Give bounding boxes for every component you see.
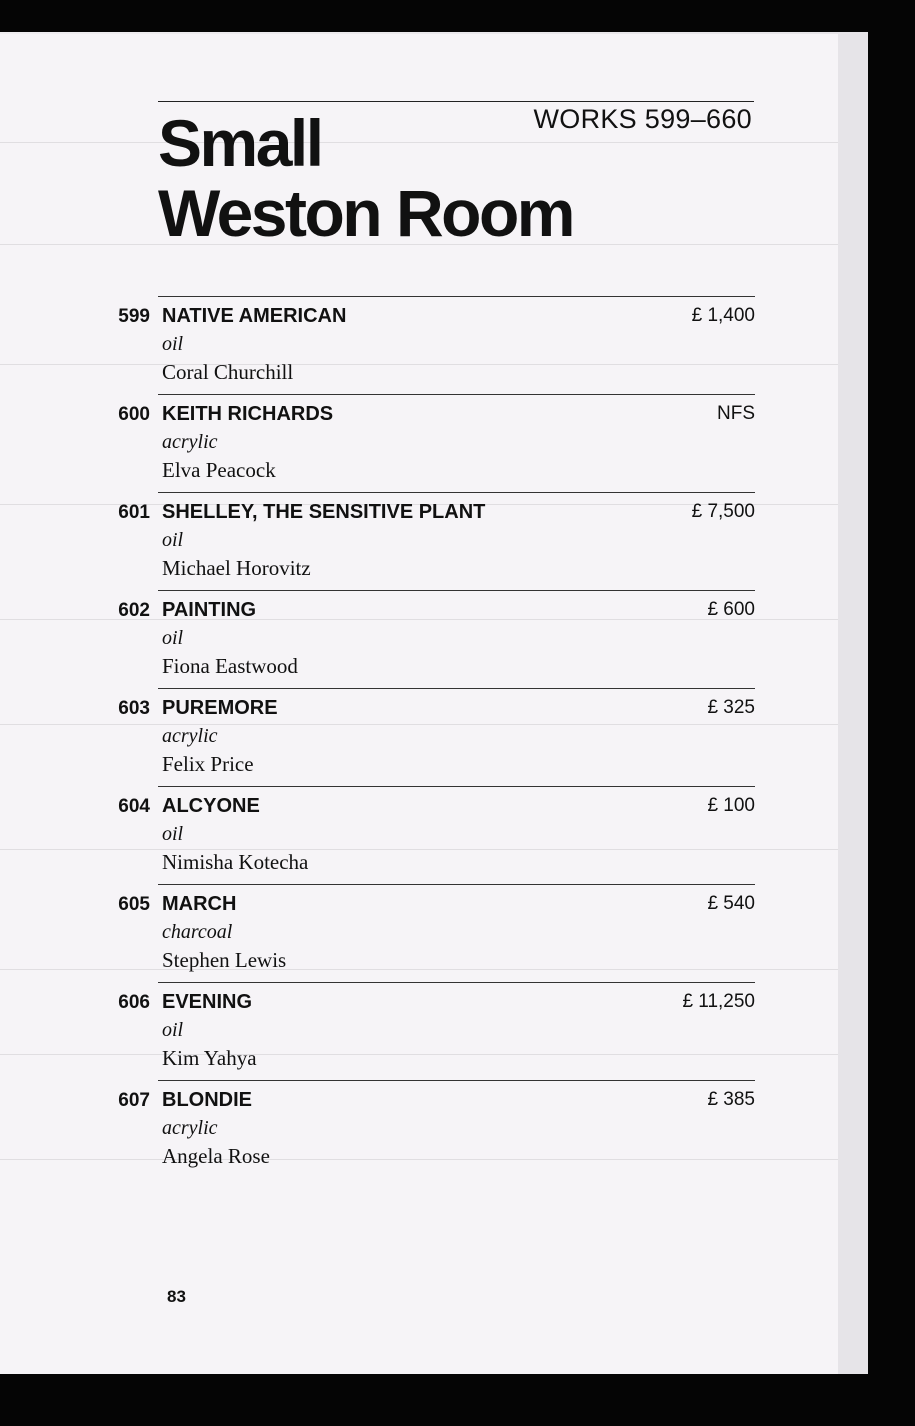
work-medium: charcoal xyxy=(162,921,233,943)
header-rule xyxy=(158,101,754,102)
entry-rule xyxy=(158,884,755,885)
work-title: MARCH xyxy=(162,893,237,915)
catalogue-page xyxy=(0,34,838,1374)
catalogue-entry xyxy=(110,296,755,394)
work-title: ALCYONE xyxy=(162,795,260,817)
catalogue-entry xyxy=(110,394,755,492)
artist-name: Coral Churchill xyxy=(162,360,294,384)
work-medium: acrylic xyxy=(162,725,218,747)
work-medium: oil xyxy=(162,1019,184,1041)
entry-rule xyxy=(158,492,755,493)
work-price: £ 7,500 xyxy=(691,501,755,522)
work-medium: oil xyxy=(162,529,184,551)
work-title: SHELLEY, THE SENSITIVE PLANT xyxy=(162,501,486,523)
entry-rule xyxy=(158,786,755,787)
work-number: 602 xyxy=(118,600,150,621)
work-price: £ 1,400 xyxy=(691,305,755,326)
entry-rule xyxy=(158,590,755,591)
work-price: £ 325 xyxy=(707,697,755,718)
work-title: BLONDIE xyxy=(162,1089,252,1111)
work-title: KEITH RICHARDS xyxy=(162,403,334,425)
work-number: 601 xyxy=(118,502,150,523)
room-title-line-2: Weston Room xyxy=(158,176,573,250)
work-price: NFS xyxy=(717,403,755,424)
work-number: 606 xyxy=(118,992,150,1013)
work-number: 607 xyxy=(118,1090,150,1111)
artist-name: Kim Yahya xyxy=(162,1046,257,1070)
work-price: £ 100 xyxy=(707,795,755,816)
catalogue-entry xyxy=(110,688,755,786)
work-medium: oil xyxy=(162,823,184,845)
work-price: £ 600 xyxy=(707,599,755,620)
work-medium: oil xyxy=(162,333,184,355)
work-title: EVENING xyxy=(162,991,253,1013)
catalogue-entry xyxy=(110,590,755,688)
entry-rule xyxy=(158,982,755,983)
artist-name: Felix Price xyxy=(162,752,254,776)
work-medium: oil xyxy=(162,627,184,649)
work-title: PAINTING xyxy=(162,599,257,621)
work-number: 600 xyxy=(118,404,150,425)
catalogue-entry xyxy=(110,1080,755,1178)
entry-rule xyxy=(158,688,755,689)
artist-name: Nimisha Kotecha xyxy=(162,850,309,874)
work-title: NATIVE AMERICAN xyxy=(162,305,347,327)
work-price: £ 11,250 xyxy=(682,991,755,1012)
entry-rule xyxy=(158,296,755,297)
work-price: £ 540 xyxy=(707,893,755,914)
work-price: £ 385 xyxy=(707,1089,755,1110)
catalogue-entry xyxy=(110,884,755,982)
work-number: 599 xyxy=(118,306,150,327)
artist-name: Michael Horovitz xyxy=(162,556,311,580)
catalogue-entry xyxy=(110,786,755,884)
works-range: WORKS 599–660 xyxy=(533,104,752,134)
artist-name: Angela Rose xyxy=(162,1144,270,1168)
page-number: 83 xyxy=(167,1287,186,1306)
work-number: 605 xyxy=(118,894,150,915)
artist-name: Fiona Eastwood xyxy=(162,654,298,678)
catalogue-entry xyxy=(110,492,755,590)
work-title: PUREMORE xyxy=(162,697,278,719)
work-medium: acrylic xyxy=(162,1117,218,1139)
artist-name: Stephen Lewis xyxy=(162,948,287,972)
room-title-line-1: Small xyxy=(158,106,322,180)
entry-rule xyxy=(158,1080,755,1081)
room-title xyxy=(158,108,573,248)
catalogue-entry xyxy=(110,982,755,1080)
work-medium: acrylic xyxy=(162,431,218,453)
entry-rule xyxy=(158,394,755,395)
work-number: 603 xyxy=(118,698,150,719)
artist-name: Elva Peacock xyxy=(162,458,276,482)
work-number: 604 xyxy=(118,796,150,817)
